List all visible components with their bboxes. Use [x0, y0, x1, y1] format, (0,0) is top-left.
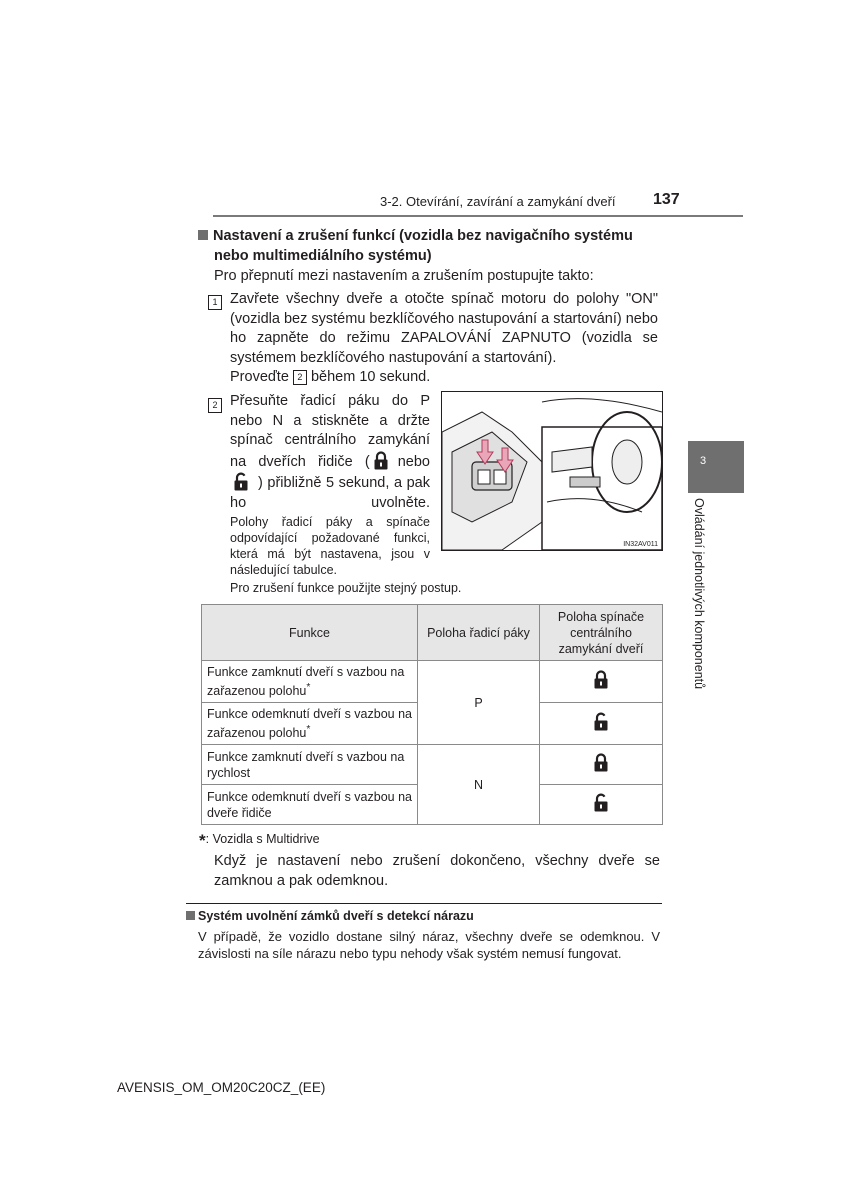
section-heading-line1: Nastavení a zrušení funkcí (vozidla bez navigačního systému	[213, 228, 633, 244]
chapter-tab	[688, 441, 744, 493]
step-1-text: Zavřete všechny dveře a otočte spínač motoru do polohy "ON" (vozidla bez systému bezklíčového nastupování a startování) nebo ho zapněte do režimu ZAPALOVÁNÍ ZAPNUTO (vozidla se systémem bezklíčového nastupování a startování).	[230, 291, 658, 366]
step-2-note: Polohy řadicí páky a spínače odpovídající požadované funkci, která má být nastavena, jsou v následující tabulce.	[230, 515, 430, 577]
subsection-heading-text: Systém uvolnění zámků dveří s detekcí nárazu	[198, 909, 474, 923]
chapter-number: 3	[700, 455, 707, 467]
step-2-cancel-note: Pro zrušení funkce použijte stejný postup.	[230, 581, 462, 595]
subsection-heading	[186, 909, 474, 923]
step-number: 2	[208, 398, 222, 413]
row-function: Funkce zamknutí dveří s vazbou na zařazenou polohu*	[202, 661, 418, 703]
row-function: Funkce odemknutí dveří s vazbou na zařazenou polohu*	[202, 703, 418, 745]
header-switch-position: Poloha spínače centrálního zamykání dveří	[540, 605, 663, 661]
section-heading-line2: nebo multimediálního systému)	[214, 248, 432, 264]
step-2-text-a: Přesuňte řadicí páku do P nebo N a stiskněte a držte spínač centrálního zamykání na dveřích řidiče (	[230, 393, 430, 470]
repeat-suffix: během 10 sekund.	[310, 369, 431, 385]
footnote	[199, 828, 320, 848]
table-header-row	[202, 605, 663, 661]
intro-text: Pro přepnutí mezi nastavením a zrušením postupujte takto:	[214, 268, 594, 284]
chapter-side-label	[692, 498, 716, 698]
lock-open-icon	[233, 472, 255, 492]
footnote-text: : Vozidla s Multidrive	[205, 832, 320, 846]
row-switch	[540, 703, 663, 745]
bullet-square-icon	[186, 911, 195, 920]
bullet-square-icon	[198, 230, 208, 240]
subsection-text: V případě, že vozidlo dostane silný náraz, všechny dveře se odemknou. V závislosti na síle nárazu nebo typu nehody však systém nemusí fungovat.	[198, 929, 660, 961]
section-divider	[186, 903, 662, 904]
row-switch	[540, 745, 663, 785]
row-lever: P	[418, 661, 540, 745]
step-1-repeat	[230, 368, 430, 388]
lock-open-icon	[593, 712, 609, 731]
header-lever-position: Poloha řadicí páky	[418, 605, 540, 661]
row-function: Funkce zamknutí dveří s vazbou na rychlost	[202, 745, 418, 785]
table-row	[202, 661, 663, 703]
step-2-text-b: nebo	[397, 453, 430, 470]
figure-code: IN32AV011	[623, 541, 658, 548]
step-2-text-c: ) přibližně 5 sekund, a pak ho uvolněte.	[230, 475, 430, 511]
header-function: Funkce	[202, 605, 418, 661]
repeat-prefix: Proveďte	[230, 369, 289, 385]
row-lever: N	[418, 745, 540, 825]
footnote-mark: *	[199, 831, 206, 850]
document-code: AVENSIS_OM_OM20C20CZ_(EE)	[117, 1080, 326, 1095]
step-2-text	[230, 392, 430, 513]
section-heading	[198, 226, 660, 266]
chapter-label-text: Ovládání jednotlivých komponentů	[692, 498, 706, 690]
page-number: 137	[653, 191, 680, 208]
step-2-marker	[208, 396, 222, 414]
header-rule	[213, 215, 743, 217]
table-row	[202, 745, 663, 785]
door-switch-illustration	[441, 391, 663, 551]
step-number-ref: 2	[293, 370, 307, 385]
lock-closed-icon	[593, 753, 609, 772]
lock-closed-icon	[593, 670, 609, 689]
step-number: 1	[208, 295, 222, 310]
row-switch	[540, 785, 663, 825]
running-header-section: 3-2. Otevírání, zavírání a zamykání dveří	[380, 194, 616, 209]
step-1-marker	[208, 293, 222, 311]
settings-table	[201, 604, 663, 825]
row-switch	[540, 661, 663, 703]
lock-open-icon	[593, 793, 609, 812]
illustration-drawing	[442, 392, 662, 550]
row-function: Funkce odemknutí dveří s vazbou na dveře řidiče	[202, 785, 418, 825]
completion-text: Když je nastavení nebo zrušení dokončeno, všechny dveře se zamknou a pak odemknou.	[214, 853, 660, 889]
lock-closed-icon	[373, 451, 395, 471]
